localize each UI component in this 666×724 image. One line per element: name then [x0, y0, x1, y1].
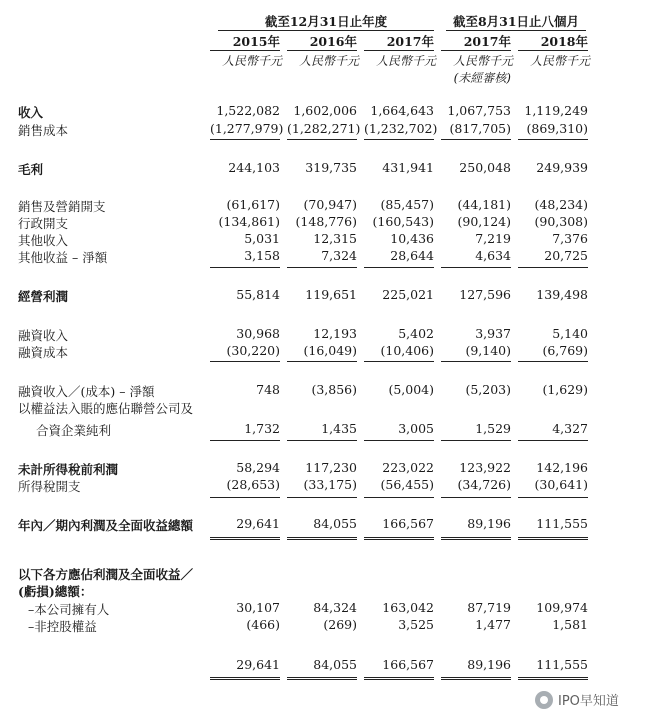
cell-fy2015: (134,861): [218, 214, 280, 229]
column-unit: 人民幣千元: [298, 54, 359, 68]
column-year: 2018年: [540, 34, 588, 49]
cell-fy2015: (28,653): [226, 477, 280, 492]
cell-m2018: 249,939: [536, 160, 588, 175]
cell-fy2015: (61,617): [226, 197, 280, 212]
cell-m2017: (817,705): [449, 121, 511, 136]
subtotal-rule: [210, 361, 280, 362]
cell-fy2015: 29,641: [236, 516, 280, 531]
cell-fy2017: 10,436: [390, 231, 434, 246]
cell-m2017: (9,140): [465, 343, 511, 358]
cell-m2017: 4,634: [475, 248, 511, 263]
group-header-fiscal-year-rule: [218, 30, 434, 31]
cell-fy2015: (466): [246, 617, 280, 632]
subtotal-rule: [364, 497, 434, 498]
column-year: 2015年: [232, 34, 280, 49]
cell-fy2016: (269): [323, 617, 357, 632]
cell-fy2017: (85,457): [380, 197, 434, 212]
row-label: 融資收入／(成本) – 淨額: [18, 384, 155, 399]
total-double-rule: [364, 677, 434, 680]
total-double-rule: [518, 537, 588, 540]
group-header-fiscal-year: 截至12月31日止年度: [264, 14, 388, 29]
column-year: 2016年: [309, 34, 357, 49]
subtotal-rule: [210, 440, 280, 441]
cell-m2017: (90,124): [457, 214, 511, 229]
cell-m2018: 139,498: [536, 287, 588, 302]
cell-fy2015: (1,277,979): [210, 121, 284, 136]
cell-fy2017: (1,232,702): [364, 121, 438, 136]
subtotal-rule: [210, 497, 280, 498]
cell-m2017: 1,477: [475, 617, 511, 632]
cell-fy2016: (33,175): [303, 477, 357, 492]
cell-fy2016: (16,049): [303, 343, 357, 358]
cell-fy2016: (148,776): [295, 214, 357, 229]
subtotal-rule: [287, 139, 357, 140]
cell-fy2017: 28,644: [390, 248, 434, 263]
subtotal-rule: [441, 497, 511, 498]
total-double-rule: [210, 537, 280, 540]
cell-fy2016: (1,282,271): [287, 121, 361, 136]
cell-fy2015: 30,968: [236, 326, 280, 341]
cell-m2017: 250,048: [459, 160, 511, 175]
cell-fy2017: 1,664,643: [370, 103, 434, 118]
cell-fy2017: (56,455): [380, 477, 434, 492]
subtotal-rule: [364, 139, 434, 140]
cell-m2017: 87,719: [467, 600, 511, 615]
cell-m2017: (44,181): [457, 197, 511, 212]
cell-fy2016: 84,055: [313, 516, 357, 531]
cell-fy2015: 30,107: [236, 600, 280, 615]
subtotal-rule: [441, 139, 511, 140]
row-label: 其他收入: [18, 233, 69, 248]
cell-m2018: 109,974: [536, 600, 588, 615]
cell-fy2015: 748: [256, 382, 280, 397]
column-year: 2017年: [386, 34, 434, 49]
cell-fy2015: (30,220): [226, 343, 280, 358]
total-double-rule: [441, 677, 511, 680]
cell-m2017: (5,203): [465, 382, 511, 397]
wechat-icon: [535, 691, 553, 709]
cell-m2017: 7,219: [475, 231, 511, 246]
column-year-rule: [210, 50, 280, 51]
cell-fy2016: 12,315: [313, 231, 357, 246]
subtotal-rule: [210, 267, 280, 268]
subtotal-rule: [364, 267, 434, 268]
subtotal-rule: [287, 497, 357, 498]
row-label: 所得稅開支: [18, 479, 81, 494]
column-year-rule: [441, 50, 511, 51]
cell-m2017: 89,196: [467, 657, 511, 672]
cell-fy2016: 7,324: [321, 248, 357, 263]
cell-fy2016: 12,193: [313, 326, 357, 341]
cell-fy2017: 3,005: [398, 421, 434, 436]
column-unit: 人民幣千元: [221, 54, 282, 68]
cell-fy2017: (10,406): [380, 343, 434, 358]
cell-fy2015: 1,732: [244, 421, 280, 436]
row-label: 年內／期內利潤及全面收益總額: [18, 518, 194, 533]
row-label: 融資收入: [18, 328, 69, 343]
watermark: [535, 690, 619, 709]
cell-fy2017: (160,543): [372, 214, 434, 229]
cell-fy2016: 117,230: [305, 460, 357, 475]
cell-fy2016: 319,735: [305, 160, 357, 175]
cell-m2018: 142,196: [536, 460, 588, 475]
row-label: 以權益法入賬的應佔聯營公司及: [18, 401, 194, 416]
total-double-rule: [441, 537, 511, 540]
cell-fy2017: 225,021: [382, 287, 434, 302]
cell-fy2016: (3,856): [311, 382, 357, 397]
watermark-text: IPO早知道: [558, 694, 619, 709]
cell-fy2015: 29,641: [236, 657, 280, 672]
subtotal-rule: [441, 361, 511, 362]
subtotal-rule: [287, 361, 357, 362]
cell-fy2016: 84,324: [313, 600, 357, 615]
cell-m2017: 127,596: [459, 287, 511, 302]
group-header-eight-months-rule: [446, 30, 586, 31]
cell-fy2017: 166,567: [382, 516, 434, 531]
cell-fy2017: 3,525: [398, 617, 434, 632]
cell-fy2016: 119,651: [305, 287, 357, 302]
row-label: 收入: [18, 105, 44, 120]
group-header-eight-months: 截至8月31日止八個月: [452, 14, 580, 29]
row-label: 銷售及營銷開支: [18, 199, 106, 214]
cell-fy2015: 3,158: [244, 248, 280, 263]
cell-fy2016: 84,055: [313, 657, 357, 672]
row-label: 融資成本: [18, 345, 69, 360]
column-unit: 人民幣千元: [452, 54, 513, 68]
subtotal-rule: [518, 267, 588, 268]
column-year-rule: [364, 50, 434, 51]
cell-fy2017: 223,022: [382, 460, 434, 475]
row-label: 經營利潤: [18, 289, 69, 304]
cell-m2018: 1,119,249: [524, 103, 588, 118]
cell-fy2017: (5,004): [388, 382, 434, 397]
row-label: –本公司擁有人: [28, 602, 110, 617]
total-double-rule: [287, 677, 357, 680]
row-label: 其他收益 – 淨額: [18, 250, 108, 265]
subtotal-rule: [518, 440, 588, 441]
column-year: 2017年: [463, 34, 511, 49]
cell-m2018: 7,376: [552, 231, 588, 246]
subtotal-rule: [441, 440, 511, 441]
cell-m2017: 3,937: [475, 326, 511, 341]
cell-m2018: 1,581: [552, 617, 588, 632]
cell-fy2015: 55,814: [236, 287, 280, 302]
cell-m2018: (1,629): [542, 382, 588, 397]
row-label: 未計所得稅前利潤: [18, 462, 119, 477]
cell-fy2016: 1,602,006: [293, 103, 357, 118]
cell-m2017: (34,726): [457, 477, 511, 492]
cell-fy2015: 5,031: [244, 231, 280, 246]
subtotal-rule: [287, 267, 357, 268]
total-double-rule: [287, 537, 357, 540]
subtotal-rule: [210, 139, 280, 140]
cell-m2018: 111,555: [536, 516, 588, 531]
cell-fy2016: 1,435: [321, 421, 357, 436]
cell-fy2015: 1,522,082: [216, 103, 280, 118]
cell-m2018: (48,234): [534, 197, 588, 212]
subtotal-rule: [364, 440, 434, 441]
cell-fy2016: (70,947): [303, 197, 357, 212]
column-year-rule: [287, 50, 357, 51]
column-unit: 人民幣千元: [529, 54, 590, 68]
row-label: 銷售成本: [18, 123, 69, 138]
cell-m2017: 1,067,753: [447, 103, 511, 118]
cell-m2018: 4,327: [552, 421, 588, 436]
cell-fy2017: 5,402: [398, 326, 434, 341]
cell-m2017: 89,196: [467, 516, 511, 531]
cell-fy2015: 58,294: [236, 460, 280, 475]
subtotal-rule: [518, 497, 588, 498]
total-double-rule: [364, 537, 434, 540]
row-label: 以下各方應佔利潤及全面收益／: [18, 567, 194, 582]
column-unit: 人民幣千元: [375, 54, 436, 68]
cell-m2017: 123,922: [459, 460, 511, 475]
cell-fy2015: 244,103: [228, 160, 280, 175]
subtotal-rule: [287, 440, 357, 441]
subtotal-rule: [518, 361, 588, 362]
cell-m2017: 1,529: [475, 421, 511, 436]
cell-m2018: 111,555: [536, 657, 588, 672]
cell-m2018: 5,140: [552, 326, 588, 341]
row-label: 行政開支: [18, 216, 69, 231]
row-label: (虧損)總額：: [18, 584, 93, 599]
total-double-rule: [210, 677, 280, 680]
cell-m2018: (30,641): [534, 477, 588, 492]
row-label: 合資企業純利: [36, 423, 112, 438]
cell-m2018: 20,725: [544, 248, 588, 263]
row-label: –非控股權益: [28, 619, 97, 634]
cell-m2018: (90,308): [534, 214, 588, 229]
subtotal-rule: [518, 139, 588, 140]
cell-fy2017: 163,042: [382, 600, 434, 615]
subtotal-rule: [441, 267, 511, 268]
row-label: 毛利: [18, 162, 44, 177]
column-year-rule: [518, 50, 588, 51]
unaudited-note: (未經審核): [453, 71, 511, 85]
cell-m2018: (6,769): [542, 343, 588, 358]
total-double-rule: [518, 677, 588, 680]
subtotal-rule: [364, 361, 434, 362]
cell-fy2017: 166,567: [382, 657, 434, 672]
cell-fy2017: 431,941: [382, 160, 434, 175]
cell-m2018: (869,310): [526, 121, 588, 136]
